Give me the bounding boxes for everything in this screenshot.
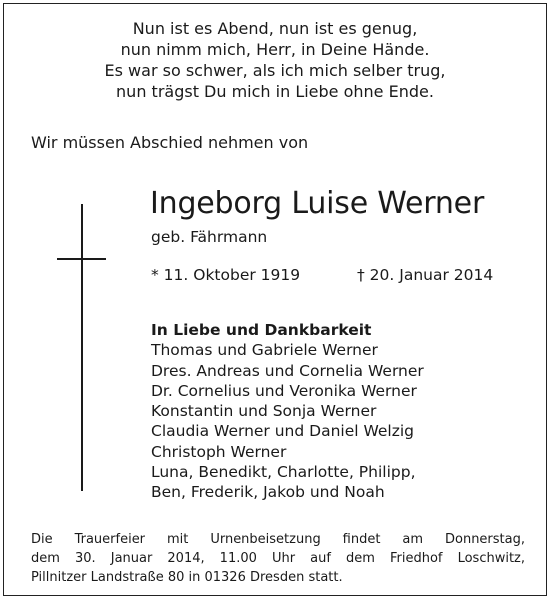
- cross-icon-vertical: [81, 204, 83, 491]
- poem: [4, 18, 546, 102]
- family-member: Luna, Benedikt, Charlotte, Philipp,: [151, 463, 416, 482]
- birth-date: * 11. Oktober 1919: [151, 266, 301, 284]
- family-list: [151, 320, 424, 503]
- death-date: † 20. Januar 2014: [357, 266, 494, 284]
- born-name: geb. Fährmann: [151, 228, 268, 246]
- family-member: Claudia Werner und Daniel Welzig: [151, 422, 415, 441]
- family-member: Konstantin und Sonja Werner: [151, 402, 377, 421]
- obituary-notice: [3, 3, 547, 596]
- family-member: Christoph Werner: [151, 442, 287, 461]
- family-member: Dr. Cornelius und Veronika Werner: [151, 381, 417, 400]
- funeral-info: [31, 530, 525, 587]
- poem-line: nun nimm mich, Herr, in Deine Hände.: [120, 40, 430, 59]
- funeral-info-line: Die Trauerfeier mit Urnenbeisetzung findet am Donnerstag,: [31, 532, 525, 547]
- funeral-info-line: dem 30. Januar 2014, 11.00 Uhr auf dem Friedhof Loschwitz,: [31, 551, 525, 566]
- cross-icon-horizontal: [57, 258, 106, 260]
- family-member: Thomas und Gabriele Werner: [151, 341, 378, 360]
- poem-line: nun trägst Du mich in Liebe ohne Ende.: [116, 82, 434, 101]
- family-member: Dres. Andreas und Cornelia Werner: [151, 361, 424, 380]
- intro-text: Wir müssen Abschied nehmen von: [31, 133, 309, 152]
- deceased-name: Ingeborg Luise Werner: [150, 186, 485, 221]
- funeral-info-line: Pillnitzer Landstraße 80 in 01326 Dresden statt.: [31, 570, 343, 585]
- family-heading: In Liebe und Dankbarkeit: [151, 321, 372, 339]
- poem-line: Es war so schwer, als ich mich selber trug,: [104, 61, 446, 80]
- poem-line: Nun ist es Abend, nun ist es genug,: [132, 19, 418, 38]
- family-member: Ben, Frederik, Jakob und Noah: [151, 483, 385, 502]
